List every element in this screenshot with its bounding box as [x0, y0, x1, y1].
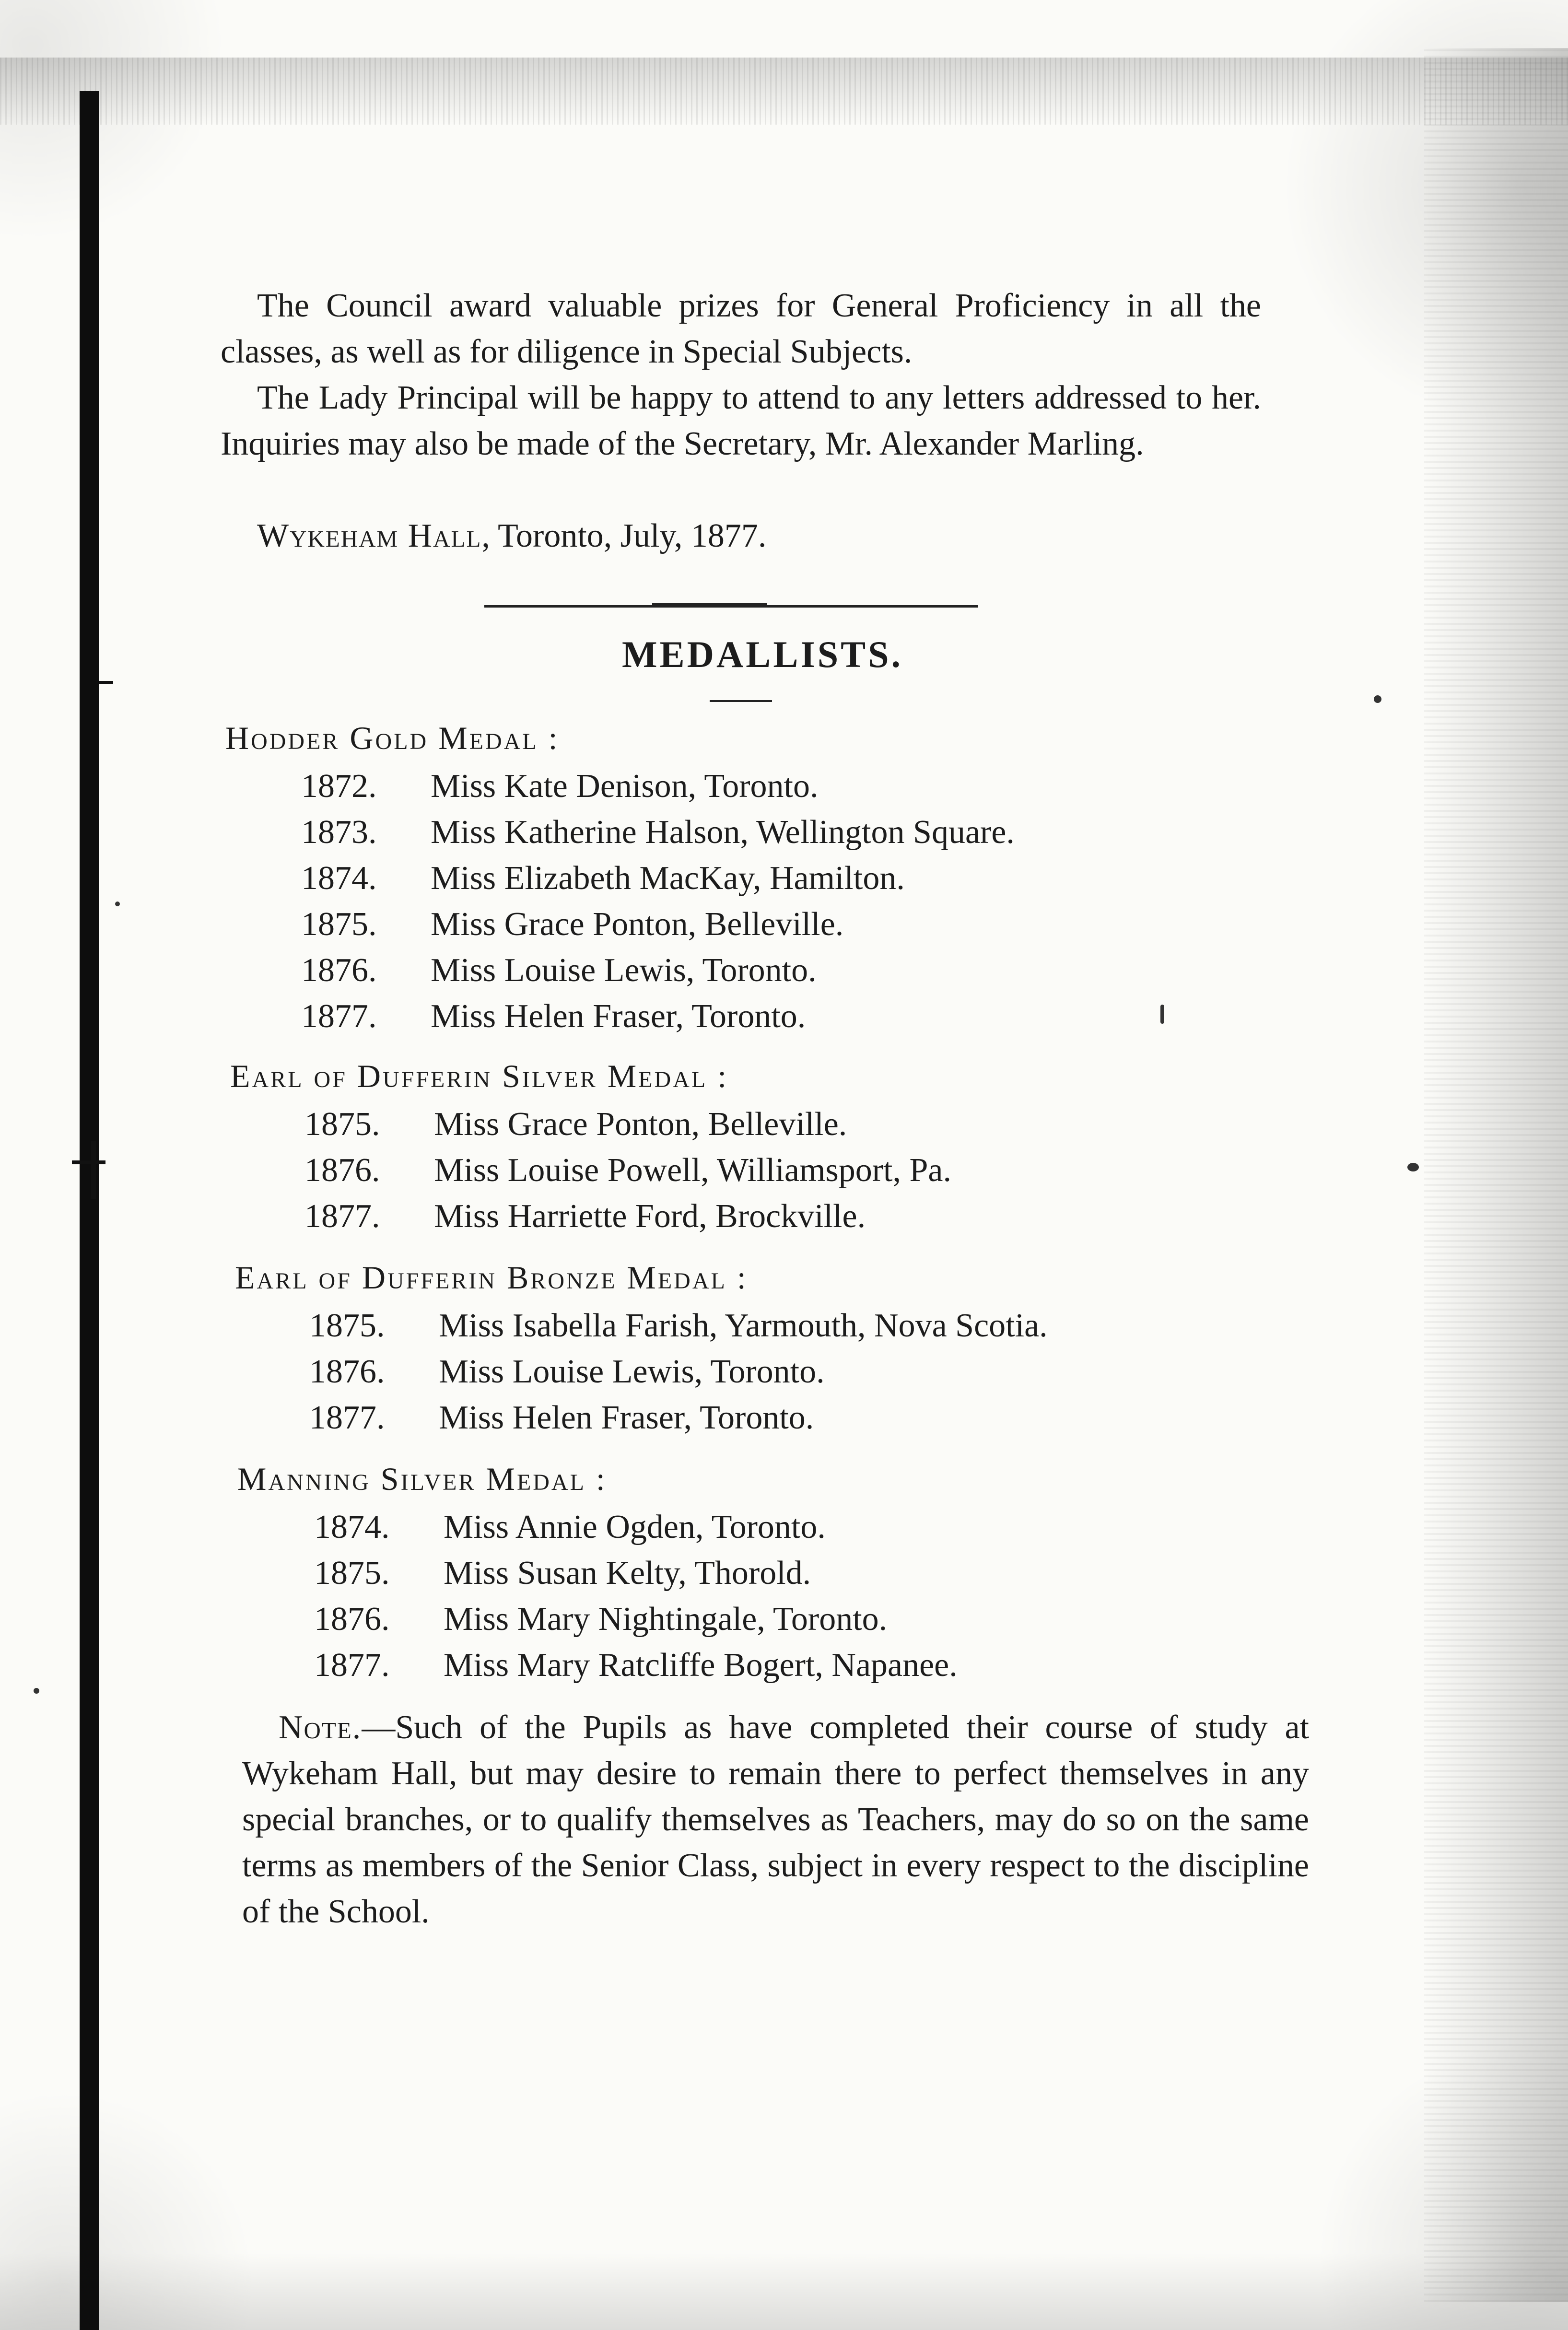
entry-name: Miss Louise Lewis, Toronto. [439, 1353, 825, 1390]
entry-year: 1877. [309, 1399, 385, 1436]
entry-year: 1876. [301, 952, 377, 989]
entry-name: Miss Louise Powell, Williamsport, Pa. [434, 1152, 951, 1189]
binding-tick [91, 1141, 96, 1199]
prizes-paragraph: The Council award valuable prizes for General Proficiency in all the classes, as well as for diligence in Special Subjects. [221, 287, 1261, 370]
note-label: Note. [279, 1709, 362, 1746]
entry-year: 1877. [301, 998, 377, 1035]
dateline-rest: , Toronto, July, 1877. [481, 517, 767, 554]
entry-name: Miss Helen Fraser, Toronto. [431, 998, 806, 1035]
entry-name: Miss Grace Ponton, Belleville. [431, 906, 844, 943]
binding-rule [80, 91, 99, 2330]
entry-name: Miss Annie Ogden, Toronto. [444, 1509, 826, 1546]
award-title: Earl of Dufferin Silver Medal : [230, 1058, 729, 1094]
entry-name: Miss Harriette Ford, Brockville. [434, 1198, 866, 1235]
entry-year: 1875. [314, 1555, 390, 1592]
scan-shadow-top [0, 58, 1568, 125]
entry-name: Miss Louise Lewis, Toronto. [431, 952, 817, 989]
entry-year: 1877. [314, 1647, 390, 1684]
heading-underline [710, 700, 772, 702]
ink-speck [115, 902, 120, 906]
ink-speck [1407, 1163, 1419, 1171]
entry-name: Miss Kate Denison, Toronto. [431, 768, 819, 805]
ink-speck [1374, 695, 1381, 703]
entry-name: Miss Elizabeth MacKay, Hamilton. [431, 860, 905, 897]
entry-name: Miss Isabella Farish, Yarmouth, Nova Scotia. [439, 1307, 1048, 1344]
entry-year: 1875. [301, 906, 377, 943]
entry-year: 1875. [304, 1106, 380, 1143]
dateline [257, 513, 1216, 559]
entry-name: Miss Katherine Halson, Wellington Square. [431, 814, 1015, 851]
scan-shadow-bottom [0, 2253, 1568, 2330]
award-title: Manning Silver Medal : [237, 1461, 607, 1497]
ink-speck [34, 1688, 39, 1694]
entry-year: 1877. [304, 1198, 380, 1235]
binding-tick [99, 681, 113, 684]
contact-paragraph: The Lady Principal will be happy to attend to any letters addressed to her. Inquiries may also be made of the Secretary, Mr. Alexander Marling. [221, 379, 1261, 462]
entry-name: Miss Mary Ratcliffe Bogert, Napanee. [444, 1647, 958, 1684]
note-text: —Such of the Pupils as have completed their course of study at Wykeham Hall, but may desire to remain there to perfect themselves in any special branches, or to qualify themselves as Teachers, may do so on the same terms as members of the Senior Class, subject in every respect to the discipline of the School. [242, 1709, 1309, 1930]
dateline-place: Wykeham Hall [257, 517, 482, 554]
entry-name: Miss Susan Kelty, Thorold. [444, 1555, 811, 1592]
entry-year: 1874. [314, 1509, 390, 1546]
ink-speck [1160, 1005, 1164, 1024]
note-paragraph [242, 1705, 1309, 1935]
scan-shadow-right [1424, 48, 1568, 2302]
entry-name: Miss Helen Fraser, Toronto. [439, 1399, 814, 1436]
entry-year: 1873. [301, 814, 377, 851]
entry-name: Miss Mary Nightingale, Toronto. [444, 1601, 888, 1638]
entry-year: 1876. [304, 1152, 380, 1189]
award-title: Earl of Dufferin Bronze Medal : [235, 1259, 748, 1296]
section-rule-center [652, 603, 767, 608]
entry-year: 1874. [301, 860, 377, 897]
binding-tick [72, 1160, 105, 1164]
entry-name: Miss Grace Ponton, Belleville. [434, 1106, 847, 1143]
entry-year: 1872. [301, 768, 377, 805]
entry-year: 1876. [309, 1353, 385, 1390]
award-title: Hodder Gold Medal : [225, 720, 560, 756]
entry-year: 1875. [309, 1307, 385, 1344]
entry-year: 1876. [314, 1601, 390, 1638]
medallists-heading: MEDALLISTS. [622, 633, 903, 675]
